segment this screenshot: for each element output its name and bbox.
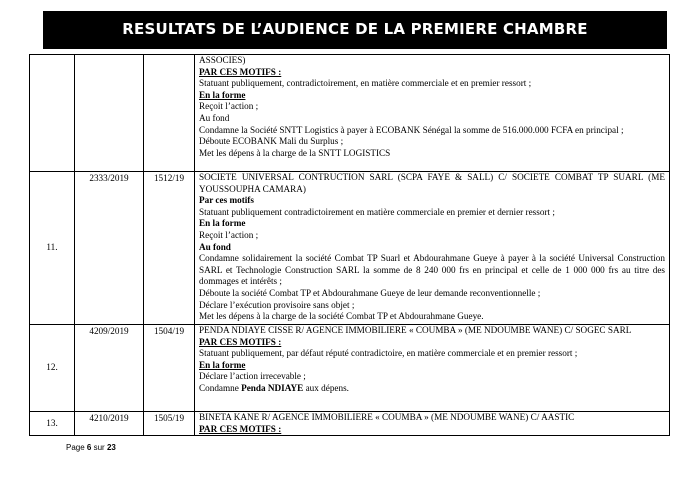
section-heading: En la forme bbox=[199, 218, 246, 229]
page-label: Page bbox=[66, 443, 85, 452]
section-heading: En la forme bbox=[199, 89, 246, 100]
text-line: Met les dépens à la charge de la SNTT LOGISTICS bbox=[199, 147, 391, 158]
table-row bbox=[30, 172, 670, 325]
judgment-number: 1504/19 bbox=[144, 325, 195, 412]
text-line: Reçoit l’action ; bbox=[199, 101, 259, 112]
text-line: Condamne la Société SNTT Logistics à payer à ECOBANK Sénégal la somme de 516.000.000 FCFA en principal ; bbox=[199, 124, 624, 135]
text-line: Reçoit l’action ; bbox=[199, 229, 259, 240]
text-line: ASSOCIES) bbox=[199, 55, 246, 65]
section-heading: PAR CES MOTIFS : bbox=[199, 423, 282, 434]
section-heading: En la forme bbox=[199, 359, 246, 370]
text-fragment: aux dépens. bbox=[303, 382, 349, 393]
row-number bbox=[30, 55, 75, 172]
text-line: Statuant publiquement contradictoirement en matière commerciale en premier et dernier ressort ; bbox=[199, 206, 555, 217]
case-number: 4210/2019 bbox=[75, 412, 144, 436]
page-title: RESULTATS DE L’AUDIENCE DE LA PREMIERE CHAMBRE bbox=[43, 11, 667, 49]
judgment-number: 1512/19 bbox=[144, 172, 195, 325]
table-row bbox=[30, 325, 670, 412]
parties-line: PENDA NDIAYE CISSE R/ AGENCE IMMOBILIERE « COUMBA » (ME NDOUMBE WANE) C/ SOGEC SARL bbox=[199, 325, 632, 335]
case-number: 4209/2019 bbox=[75, 325, 144, 412]
page-total: 23 bbox=[106, 443, 116, 452]
text-line: Statuant publiquement, par défaut réputé contradictoire, en matière commerciale et en premier ressort ; bbox=[199, 348, 578, 359]
judgment-number bbox=[144, 55, 195, 172]
page-number: 6 bbox=[86, 443, 92, 452]
section-heading: Au fond bbox=[199, 241, 231, 252]
text-line: Au fond bbox=[199, 112, 230, 123]
parties-line: BINETA KANE R/ AGENCE IMMOBILIERE « COUMBA » (ME NDOUMBE WANE) C/ AASTIC bbox=[199, 412, 575, 422]
text-line: Déclare l’exécution provisoire sans objet ; bbox=[199, 299, 355, 310]
case-number: 2333/2019 bbox=[75, 172, 144, 325]
page-separator: sur bbox=[93, 443, 105, 452]
decision-text bbox=[195, 55, 670, 172]
text-line: Déboute la société Combat TP et Abdourahmane Gueye de leur demande reconventionnelle ; bbox=[199, 287, 541, 298]
text-fragment: Condamne bbox=[199, 382, 242, 393]
page-footer bbox=[66, 443, 116, 452]
row-number: 13. bbox=[30, 412, 75, 436]
decision-text bbox=[195, 325, 670, 412]
judgment-number: 1505/19 bbox=[144, 412, 195, 436]
parties-line: SOCIETE UNIVERSAL CONTRUCTION SARL (SCPA FAYE & SALL) C/ SOCIETE COMBAT TP SUARL (ME YOUSSOUPHA CAMARA) bbox=[199, 172, 665, 194]
row-number: 11. bbox=[30, 172, 75, 325]
text-line: Statuant publiquement, contradictoirement, en matière commerciale et en premier ressort ; bbox=[199, 78, 532, 89]
section-heading: PAR CES MOTIFS : bbox=[199, 336, 282, 347]
text-line bbox=[199, 383, 665, 395]
decision-text bbox=[195, 172, 670, 325]
results-table bbox=[29, 54, 670, 436]
text-line: Déboute ECOBANK Mali du Surplus ; bbox=[199, 136, 344, 147]
row-number: 12. bbox=[30, 325, 75, 412]
table-row bbox=[30, 55, 670, 172]
decision-text bbox=[195, 412, 670, 436]
text-line: Déclare l’action irrecevable ; bbox=[199, 371, 306, 382]
party-name: Penda NDIAYE bbox=[241, 382, 304, 393]
section-heading: PAR CES MOTIFS : bbox=[199, 66, 282, 77]
text-line: Met les dépens à la charge de la société Combat TP et Abdourahmane Gueye. bbox=[199, 311, 484, 322]
text-line: Condamne solidairement la société Combat TP Suarl et Abdourahmane Gueye à payer à la société Universal Construction SARL et Technologie Construction SARL la somme de 8 240 000 frs en principal et celle de 1 000 000 frs au titre des dommages et intérêts ; bbox=[199, 253, 665, 287]
section-heading: Par ces motifs bbox=[199, 195, 254, 206]
table-row bbox=[30, 412, 670, 436]
case-number bbox=[75, 55, 144, 172]
